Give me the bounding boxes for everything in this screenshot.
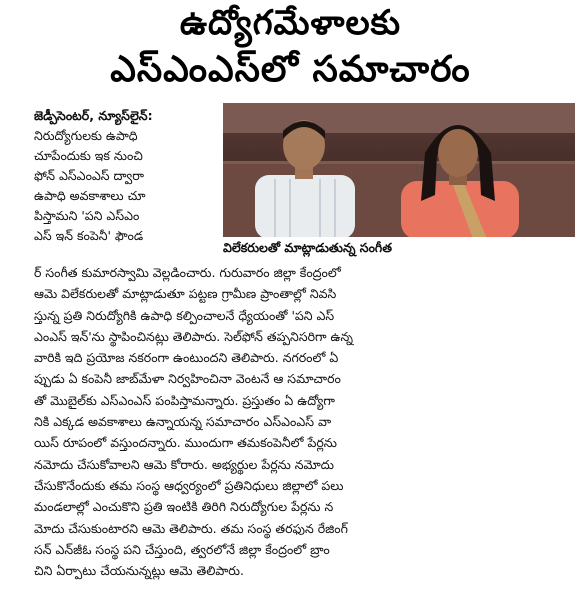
column-line: ఫోన్ ఎస్‌ఎంఎస్ ద్వారా xyxy=(34,168,144,183)
body-line: వారికి ఇది ప్రయోజ నకరంగా ఉంటుందని తెలిపారు. నగరంలో ఏ xyxy=(34,350,339,366)
body-line: తో మొబైల్‌కు ఎస్‌ఎంఎస్ పంపిస్తామన్నారు. ప్రస్తుతం ఏ ఉద్యోగా xyxy=(34,392,335,408)
body-line: నికి ఎక్కడ అవకాశాలు ఉన్నాయన్న సమాచారం ఎస్‌ఎంఎస్ వా xyxy=(34,414,332,430)
body-line: ఎంఎస్ ఇన్'ను స్థాపించినట్లు తెలిపారు. సెల్‌ఫోన్ తప్పనిసరిగా ఉన్న xyxy=(34,328,353,344)
body-line: ఆమె విలేకరులతో మాట్లాడుతూ పట్టణ గ్రామీణ ప్రాంతాల్లో నివసి xyxy=(34,286,337,302)
body-line: యిస్ రూపంలో వస్తుందన్నారు. ముందుగా తమకంపెనీలో పేర్లను xyxy=(34,435,337,451)
column-line: ఎస్ ఇన్ కంపెనీ' ఫౌండ xyxy=(34,228,144,243)
body-line: చిని ఏర్పాటు చేయనున్నట్లు ఆమె తెలిపారు. xyxy=(34,563,244,579)
photo-caption: విలేకరులతో మాట్లాడుతున్న సంగీత xyxy=(223,240,392,255)
body-line: మోదు చేసుకుంటారని ఆమె తెలిపారు. తమ సంస్థ తరఫున రేజింగ్ xyxy=(34,520,348,536)
dateline: జెడ్పీసెంటర్, న్యూస్‌లైన్: xyxy=(34,108,153,123)
headline-line-2: ఎస్‌ఎంఎస్‌లో సమాచారం xyxy=(110,49,471,90)
body-line: నమోదు చేసుకోవాలని ఆమె కోరారు. అభ్యర్థుల పేర్లను నమోదు xyxy=(34,456,334,472)
headline-line-1: ఉద్యోగమేళాలకు xyxy=(179,3,402,43)
body-line: ర్ సంగీత కుమారస్వామి వెల్లడించారు. గురువారం జిల్లా కేంద్రంలో xyxy=(34,265,341,280)
man-figure xyxy=(245,117,363,237)
body-line: సన్ ఎన్‌జీఓ సంస్థ పని చేస్తుంది, త్వరలోనే జిల్లా కేంద్రంలో బ్రాం xyxy=(34,541,330,557)
column-line: నిరుద్యోగులకు ఉపాధి xyxy=(34,128,138,143)
article-body xyxy=(34,262,575,581)
column-line: ఉపాధి అవకాశాలు చూ xyxy=(34,188,146,203)
column-line: చూపేందుకు ఇక నుంచి xyxy=(34,148,143,163)
woman-figure xyxy=(383,115,533,237)
left-column-text xyxy=(34,106,220,246)
column-line: పిస్తామని 'పని ఎస్‌ఎం xyxy=(34,208,140,223)
body-line: ప్పుడు ఏ కంపెనీ జాబ్‌మేళా నిర్వహించినా వెంటనే ఆ సమాచారం xyxy=(34,371,341,387)
body-line: స్తున్న ప్రతి నిరుద్యోగికి ఉపాధి కల్పించాలనే ధ్యేయంతో 'పని ఎస్ xyxy=(34,307,335,323)
body-line: చేసుకొనేందుకు తమ సంస్థ ఆధ్వర్యంలో ప్రతినిధులు జిల్లాలో పలు xyxy=(34,477,344,493)
news-photo xyxy=(223,103,575,237)
body-line: మండలాల్లో ఎంచుకొని ప్రతి ఇంటికి తిరిగి నిరుద్యోగుల పేర్లను న xyxy=(34,499,334,515)
